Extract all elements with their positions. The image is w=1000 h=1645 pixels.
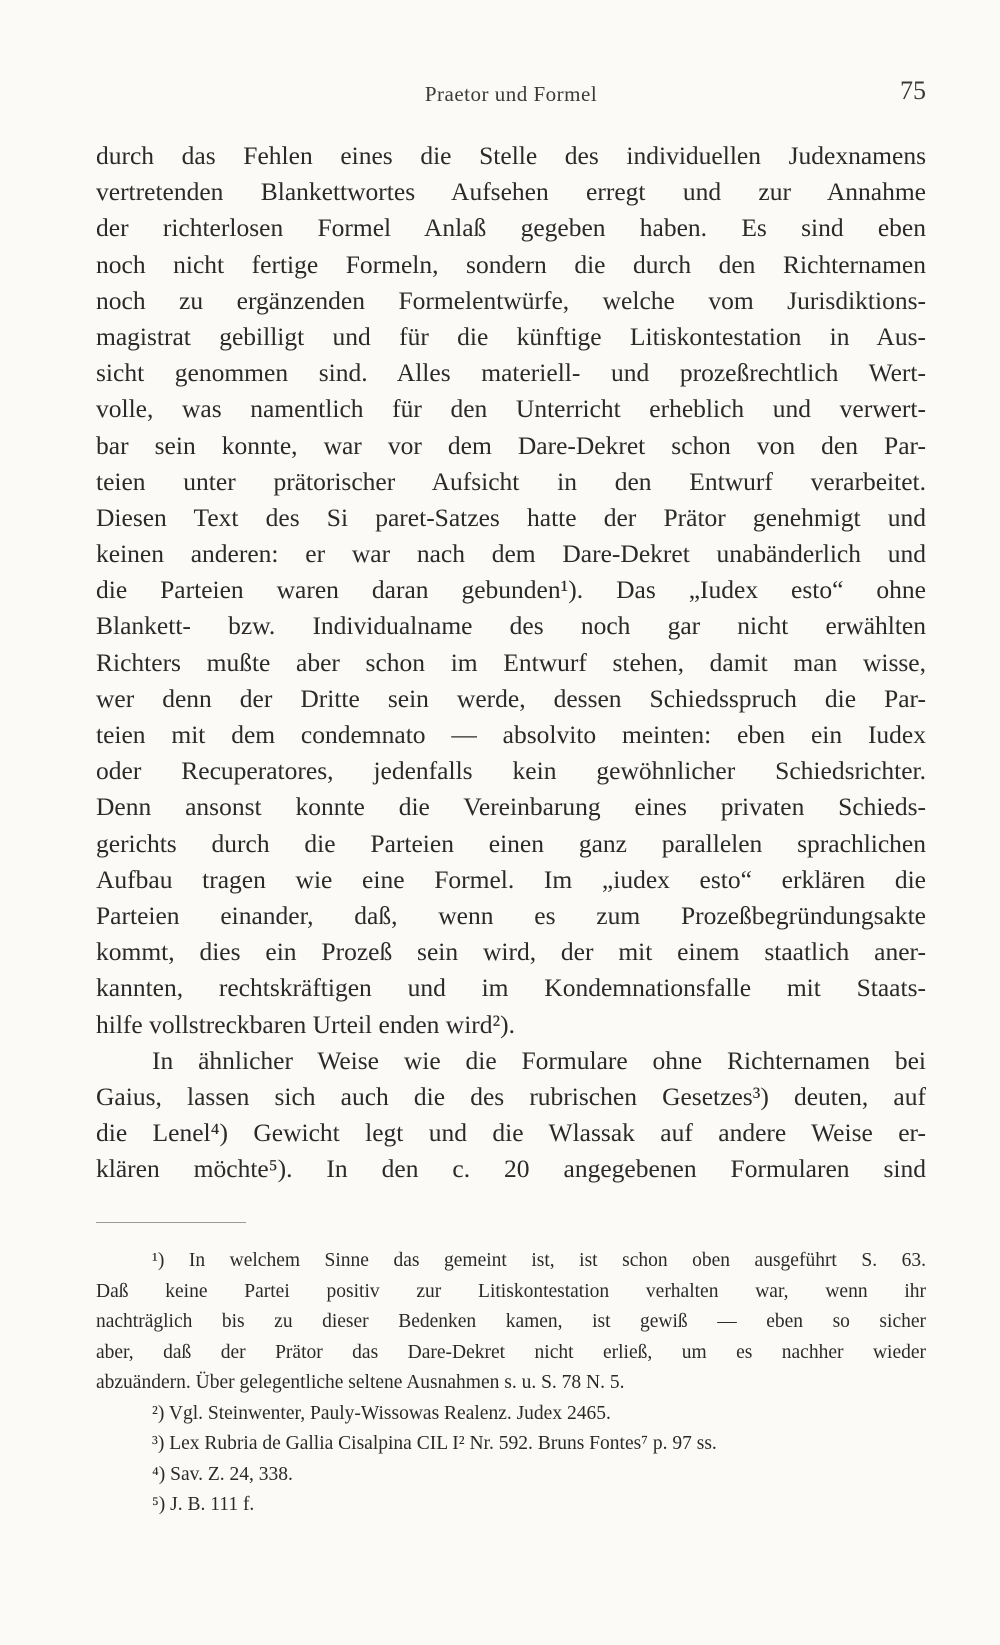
page-header — [96, 76, 926, 112]
text-line: die Lenel⁴) Gewicht legt und die Wlassak auf andere Weise er- — [96, 1118, 926, 1148]
text-line: vertretenden Blankettwortes Aufsehen erregt und zur Annahme — [96, 177, 926, 207]
footnote-line: nachträglich bis zu dieser Bedenken kamen, ist gewiß — eben so sicher — [96, 1311, 926, 1332]
footnote-line: abzuändern. Über gelegentliche seltene Ausnahmen s. u. S. 78 N. 5. — [96, 1372, 625, 1393]
text-line: bar sein konnte, war vor dem Dare-Dekret schon von den Par- — [96, 430, 926, 460]
running-head: Praetor und Formel — [424, 82, 598, 106]
text-line: Diesen Text des Si paret-Satzes hatte der Prätor genehmigt und — [96, 502, 926, 532]
footnote-line: aber, daß der Prätor das Dare-Dekret nicht erließ, um es nachher wieder — [96, 1341, 926, 1363]
footnote-line: ²) Vgl. Steinwenter, Pauly-Wissowas Realenz. Judex 2465. — [152, 1402, 611, 1424]
page-number: 75 — [900, 76, 926, 105]
text-line: sicht genommen sind. Alles materiell- und prozeßrechtlich Wert- — [96, 358, 926, 388]
text-line: die Parteien waren daran gebunden¹). Das „Iudex esto“ ohne — [96, 575, 926, 605]
text-line: Richters mußte aber schon im Entwurf stehen, damit man wisse, — [96, 647, 926, 677]
text-line: hilfe vollstreckbaren Urteil enden wird²). — [96, 1009, 516, 1039]
footnote-line: ¹) In welchem Sinne das gemeint ist, ist schon oben ausgeführt S. 63. — [152, 1250, 926, 1271]
text-line: Parteien einander, daß, wenn es zum Prozeßbegründungsakte — [96, 900, 926, 930]
text-line: durch das Fehlen eines die Stelle des individuellen Judexnamens — [96, 141, 926, 170]
text-line: kannten, rechtskräftigen und im Kondemnationsfalle mit Staats- — [96, 973, 926, 1003]
text-line: klären möchte⁵). In den c. 20 angegebenen Formularen sind — [96, 1154, 926, 1184]
text-line: noch zu ergänzenden Formelentwürfe, welche vom Jurisdiktions- — [96, 285, 926, 315]
text-line: teien unter prätorischer Aufsicht in den Entwurf verarbeitet. — [96, 466, 926, 496]
text-line: wer denn der Dritte sein werde, dessen Schiedsspruch die Par- — [96, 683, 926, 713]
text-line: kommt, dies ein Prozeß sein wird, der mit einem staatlich aner- — [96, 937, 926, 967]
footnote-line: ³) Lex Rubria de Gallia Cisalpina CIL I² Nr. 592. Bruns Fontes⁷ p. 97 ss. — [152, 1433, 717, 1454]
text-line: keinen anderen: er war nach dem Dare-Dekret unabänderlich und — [96, 539, 926, 569]
text-line: magistrat gebilligt und für die künftige Litiskontestation in Aus- — [96, 321, 926, 351]
text-line: oder Recuperatores, jedenfalls kein gewöhnlicher Schiedsrichter. — [96, 756, 926, 786]
footnotes — [96, 1246, 926, 1521]
text-line: der richterlosen Formel Anlaß gegeben haben. Es sind eben — [96, 213, 926, 243]
text-line: volle, was namentlich für den Unterricht erheblich und verwert- — [96, 394, 926, 424]
text-line: noch nicht fertige Formeln, sondern die durch den Richternamen — [96, 249, 926, 279]
footnote-line: ⁴) Sav. Z. 24, 338. — [152, 1463, 293, 1485]
footnote-divider — [96, 1222, 246, 1223]
text-line: gerichts durch die Parteien einen ganz parallelen sprachlichen — [96, 828, 926, 858]
footnote-line: Daß keine Partei positiv zur Litiskontestation verhalten war, wenn ihr — [96, 1280, 926, 1302]
footnote-line: ⁵) J. B. 111 f. — [152, 1494, 255, 1515]
text-line: Gaius, lassen sich auch die des rubrischen Gesetzes³) deuten, auf — [96, 1081, 926, 1111]
text-line: Aufbau tragen wie eine Formel. Im „iudex esto“ erklären die — [96, 864, 926, 894]
body-text — [96, 138, 926, 1187]
text-line: Blankett- bzw. Individualname des noch gar nicht erwählten — [96, 611, 926, 641]
text-line: teien mit dem condemnato — absolvito meinten: eben ein Iudex — [96, 720, 926, 749]
text-line: In ähnlicher Weise wie die Formulare ohne Richternamen bei — [152, 1045, 926, 1075]
text-line: Denn ansonst konnte die Vereinbarung eines privaten Schieds- — [96, 792, 926, 822]
